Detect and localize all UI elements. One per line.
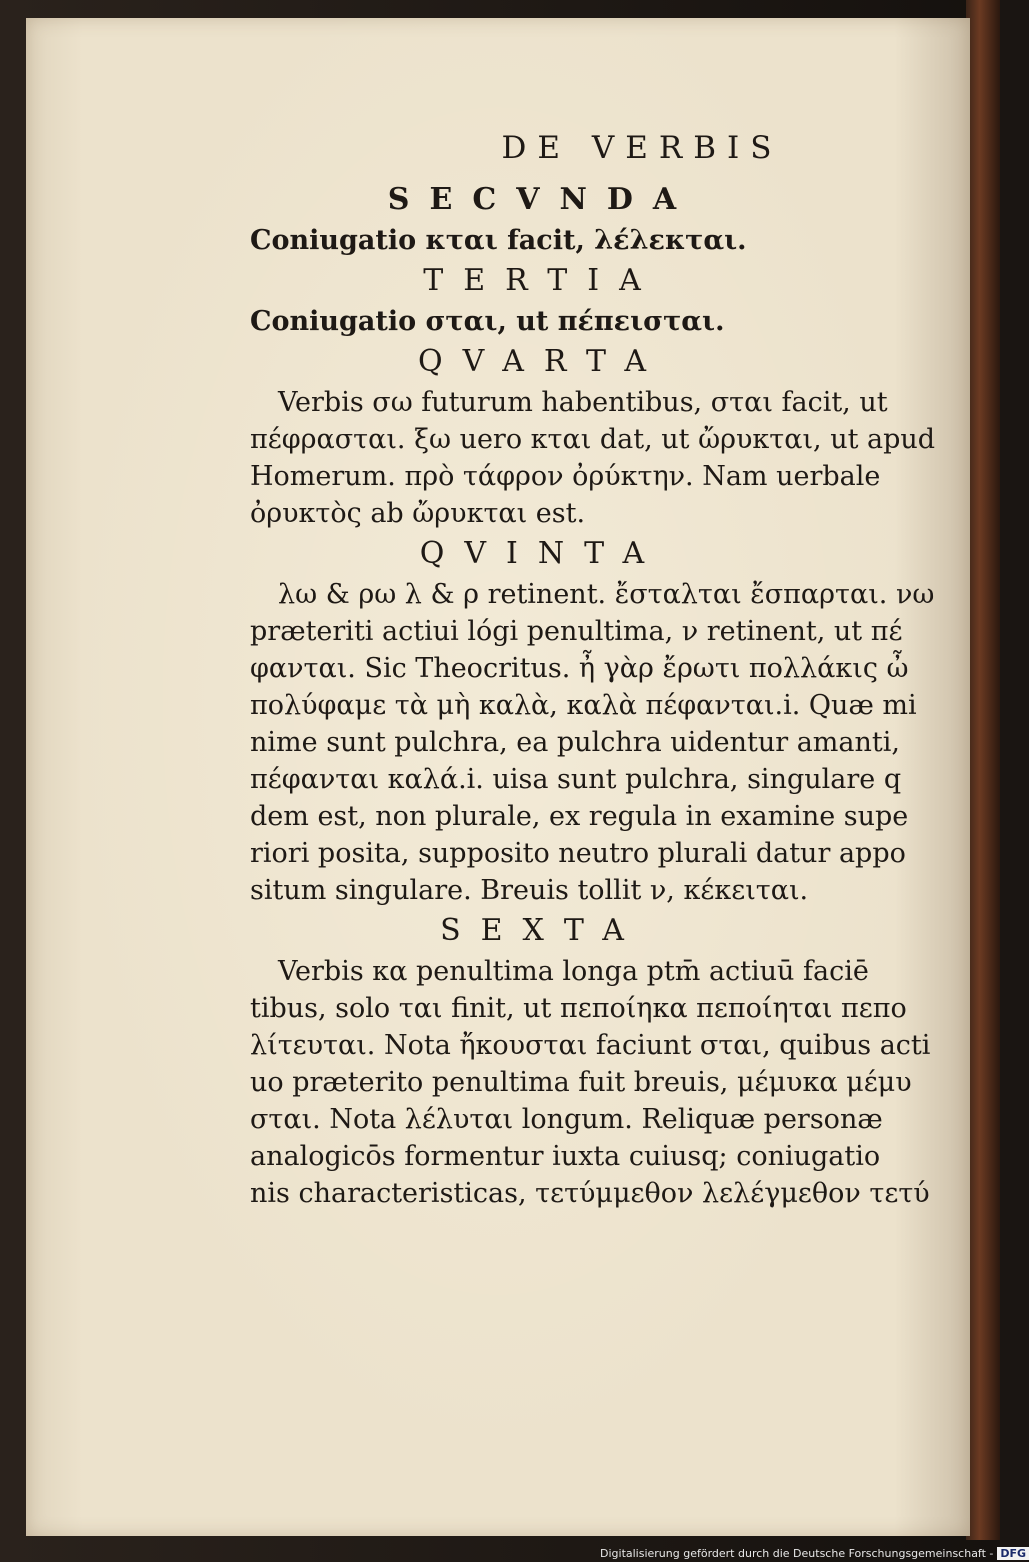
text-line: πολύφαμε τὰ μὴ καλὰ, καλὰ πέφανται.i. Quæ mi xyxy=(250,690,917,721)
dfg-logo: DFG xyxy=(997,1547,1029,1560)
running-head: DE VERBIS xyxy=(501,130,783,166)
text-line: dem est, non plurale, ex regula in examine supe xyxy=(250,801,909,832)
section-heading-quarta: QVARTA xyxy=(418,344,666,379)
text-line: analogicōs formentur iuxta cuiusq; coniugatio xyxy=(250,1141,881,1172)
section-heading-quinta: QVINTA xyxy=(419,536,665,571)
text-line: Coniugatio κται facit, λέλεκται. xyxy=(250,225,747,256)
text-line: σται. Nota λέλυται longum. Reliquæ personæ xyxy=(250,1104,883,1135)
text-line: Coniugatio σται, ut πέπεισται. xyxy=(250,306,725,337)
text-line: situm singulare. Breuis tollit ν, κέκειται. xyxy=(250,875,809,906)
text-line: πέφρασται. ξω uero κται dat, ut ὤρυκται, ut apud xyxy=(250,424,936,455)
text-line: Verbis σω futurum habentibus, σται facit, ut xyxy=(278,387,888,418)
text-line: uo præterito penultima fuit breuis, μέμυκα μέμυ xyxy=(250,1067,912,1098)
section-heading-secunda: SECVNDA xyxy=(387,182,697,217)
credit-text: Digitalisierung gefördert durch die Deutsche Forschungsgemeinschaft - xyxy=(600,1547,994,1560)
text-line: Verbis κα penultima longa ptm̄ actiuū faciē xyxy=(278,956,869,987)
book-spine-edge xyxy=(966,0,1000,1540)
text-line: ὀρυκτὸς ab ὤρυκται est. xyxy=(250,498,586,529)
text-line: Homerum. πρὸ τάφρον ὀρύκτην. Nam uerbale xyxy=(250,461,881,492)
text-line: λω & ρω λ & ρ retinent. ἔσταλται ἔσπαρται. νω xyxy=(278,579,935,610)
text-line: nime sunt pulchra, ea pulchra uidentur amanti, xyxy=(250,727,900,758)
text-line: φανται. Sic Theocritus. ἦ γὰρ ἔρωτι πολλάκις ὦ xyxy=(250,653,909,684)
text-line: tibus, solo ται finit, ut πεποίηκα πεποίηται πεπο xyxy=(250,993,907,1024)
text-line: præteriti actiui lógi penultima, ν retinent, ut πέ xyxy=(250,616,903,647)
section-heading-tertia: TERTIA xyxy=(423,263,661,298)
digitization-credit xyxy=(600,1545,1027,1562)
text-line: πέφανται καλά.i. uisa sunt pulchra, singulare q xyxy=(250,764,902,795)
page-text xyxy=(250,118,936,1212)
text-line: nis characteristicas, τετύμμεθον λελέγμεθον τετύ xyxy=(250,1178,930,1209)
text-line: riori posita, supposito neutro plurali datur appo xyxy=(250,838,906,869)
text-line: λίτευται. Nota ἤκουσται faciunt σται, quibus acti xyxy=(250,1030,931,1061)
section-heading-sexta: SEXTA xyxy=(440,913,644,948)
